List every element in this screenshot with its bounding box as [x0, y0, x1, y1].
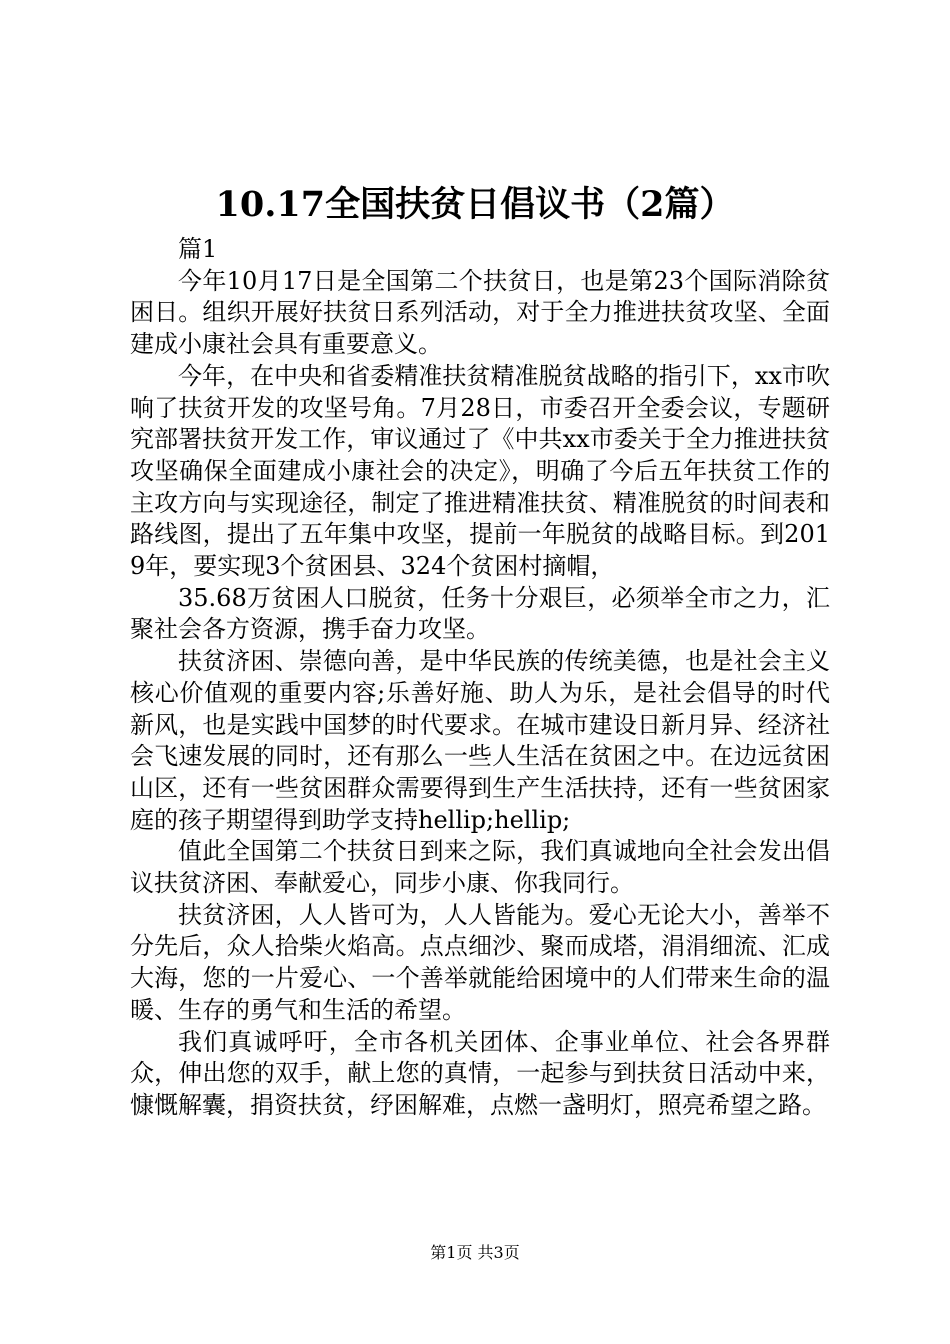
page-footer: 第1页 共3页: [430, 1243, 520, 1262]
document-title: 10.17全国扶贫日倡议书（2篇）: [215, 184, 735, 225]
paragraph-4: 扶贫济困、崇德向善，是中华民族的传统美德，也是社会主义核心价值观的重要内容;乐善好施、助人为乐，是社会倡导的时代新风，也是实践中国梦的时代要求。在城市建设日新月异、经济社会飞速发展的同时，还有那么一些人生活在贫困之中。在边远贫困山区，还有一些贫困群众需要得到生产生活扶持，还有一些贫困家庭的孩子期望得到助学支持hellip;hellip;: [130, 647, 830, 834]
paragraph-7: 我们真诚呼吁，全市各机关团体、企事业单位、社会各界群众，伸出您的双手，献上您的真情，一起参与到扶贫日活动中来，慷慨解囊，捐资扶贫，纾困解难，点燃一盏明灯，照亮希望之路。: [130, 1027, 830, 1119]
paragraph-2: 今年，在中央和省委精准扶贫精准脱贫战略的指引下，xx市吹响了扶贫开发的攻坚号角。7月28日，市委召开全委会议，专题研究部署扶贫开发工作，审议通过了《中共xx市委关于全力推进扶贫攻坚确保全面建成小康社会的决定》，明确了今后五年扶贫工作的主攻方向与实现途径，制定了推进精准扶贫、精准脱贫的时间表和路线图，提出了五年集中攻坚，提前一年脱贫的战略目标。到2019年，要实现3个贫困县、324个贫困村摘帽，: [130, 361, 830, 581]
document-body: [130, 234, 830, 1122]
paragraph-3: 35.68万贫困人口脱贫，任务十分艰巨，必须举全市之力，汇聚社会各方资源，携手奋力攻坚。: [130, 583, 830, 644]
paragraph-5: 值此全国第二个扶贫日到来之际，我们真诚地向全社会发出倡议扶贫济困、奉献爱心，同步小康、你我同行。: [130, 837, 830, 898]
section-label: 篇1: [178, 235, 218, 263]
paragraph-6: 扶贫济困，人人皆可为，人人皆能为。爱心无论大小，善举不分先后，众人拾柴火焰高。点点细沙、聚而成塔，涓涓细流、汇成大海，您的一片爱心、一个善举就能给困境中的人们带来生命的温暖、生存的勇气和生活的希望。: [130, 900, 830, 1024]
paragraph-1: 今年10月17日是全国第二个扶贫日，也是第23个国际消除贫困日。组织开展好扶贫日系列活动，对于全力推进扶贫攻坚、全面建成小康社会具有重要意义。: [130, 266, 830, 359]
